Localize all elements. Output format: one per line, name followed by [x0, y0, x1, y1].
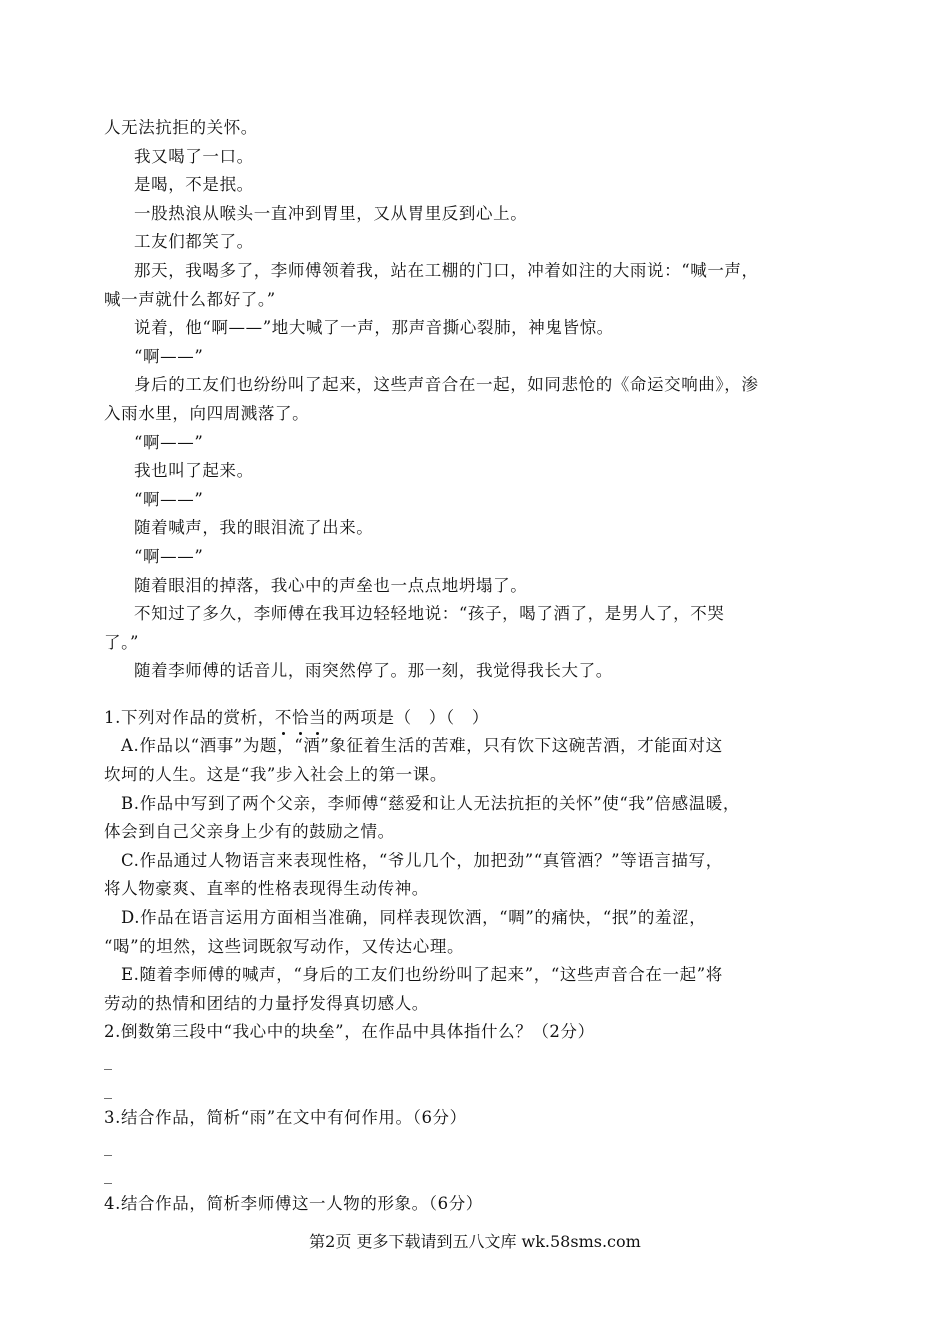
option-e-line: 劳动的热情和团结的力量抒发得真切感人。 — [104, 993, 429, 1013]
option-b-line: B.作品中写到了两个父亲，李师傅“慈爱和让人无法抗拒的关怀”使“我”倍感温暖， — [121, 793, 741, 813]
story-line: 人无法抗拒的关怀。 — [104, 118, 258, 137]
story-line: 随着喊声，我的眼泪流了出来。 — [134, 518, 374, 538]
story-line: “啊——” — [134, 546, 204, 566]
story-line: 那天，我喝多了，李师傅领着我，站在工棚的门口，冲着如注的大雨说：“喊一声， — [134, 260, 759, 280]
answer-blank[interactable]: _ — [104, 1051, 112, 1070]
story-line: 随着眼泪的掉落，我心中的声垒也一点点地坍塌了。 — [134, 575, 528, 595]
story-line: 不知过了多久，李师傅在我耳边轻轻地说：“孩子，喝了酒了，是男人了，不哭 — [134, 604, 725, 624]
option-b-line: 体会到自己父亲身上少有的鼓励之情。 — [104, 822, 395, 842]
story-line: “啊——” — [134, 346, 204, 366]
emphasis-char: 不 — [275, 704, 292, 733]
story-line: “啊——” — [134, 432, 204, 452]
question-1 — [104, 704, 849, 733]
page-footer: 第2页 更多下载请到五八文库 wk.58sms.com — [309, 1232, 641, 1251]
option-d-line: D.作品在语言运用方面相当准确，同样表现饮酒，“啁”的痛快，“抿”的羞涩， — [121, 908, 707, 928]
story-line: 我也叫了起来。 — [134, 461, 254, 481]
question-1-suffix: 的两项是（ ）（ ） — [326, 707, 489, 727]
document-body — [104, 114, 849, 1219]
story-line: 工友们都笑了。 — [134, 232, 254, 252]
section-gap — [104, 686, 849, 704]
story-line: “啊——” — [134, 489, 204, 509]
emphasis-char: 恰 — [292, 704, 309, 733]
story-line: 随着李师傅的话音儿，雨突然停了。那一刻，我觉得我长大了。 — [134, 661, 613, 681]
answer-blank[interactable]: _ — [104, 1136, 112, 1156]
option-d-line: “喝”的坦然，这些词既叙写动作，又传达心理。 — [104, 936, 465, 956]
story-line: 身后的工友们也纷纷叫了起来，这些声音合在一起，如同悲怆的《命运交响曲》，渗 — [134, 375, 759, 395]
question-2: 2.倒数第三段中“我心中的块垒”，在作品中具体指什么？（2分） — [104, 1022, 595, 1042]
story-line: 入雨水里，向四周溅落了。 — [104, 403, 310, 423]
question-3: 3.结合作品，简析“雨”在文中有何作用。（6分） — [104, 1108, 467, 1128]
answer-blank[interactable]: _ — [104, 1165, 112, 1185]
emphasis-char: 当 — [309, 704, 326, 733]
story-line: 一股热浪从喉头一直冲到胃里，又从胃里反到心上。 — [134, 203, 528, 223]
story-line: 是喝，不是抿。 — [134, 175, 254, 195]
question-1-prefix: 1.下列对作品的赏析， — [104, 707, 275, 727]
option-a-line: 坎坷的人生。这是“我”步入社会上的第一课。 — [104, 765, 447, 785]
option-c-line: C.作品通过人物语言来表现性格，“爷儿几个，加把劲”“真管酒？”等语言描写， — [121, 850, 723, 870]
story-line: 喊一声就什么都好了。” — [104, 289, 276, 309]
option-e-line: E.随着李师傅的喊声，“身后的工友们也纷纷叫了起来”，“这些声音合在一起”将 — [121, 965, 723, 985]
story-line: 了。” — [104, 632, 139, 652]
question-4: 4.结合作品，简析李师傅这一人物的形象。（6分） — [104, 1193, 483, 1213]
story-line: 说着，他“啊——”地大喊了一声，那声音撕心裂肺，神鬼皆惊。 — [134, 318, 614, 338]
option-a-line: A.作品以“酒事”为题，“酒”象征着生活的苦难，只有饮下这碗苦酒，才能面对这 — [121, 736, 723, 756]
story-line: 我又喝了一口。 — [134, 146, 254, 166]
option-c-line: 将人物豪爽、直率的性格表现得生动传神。 — [104, 879, 429, 899]
answer-blank[interactable]: _ — [104, 1079, 112, 1099]
